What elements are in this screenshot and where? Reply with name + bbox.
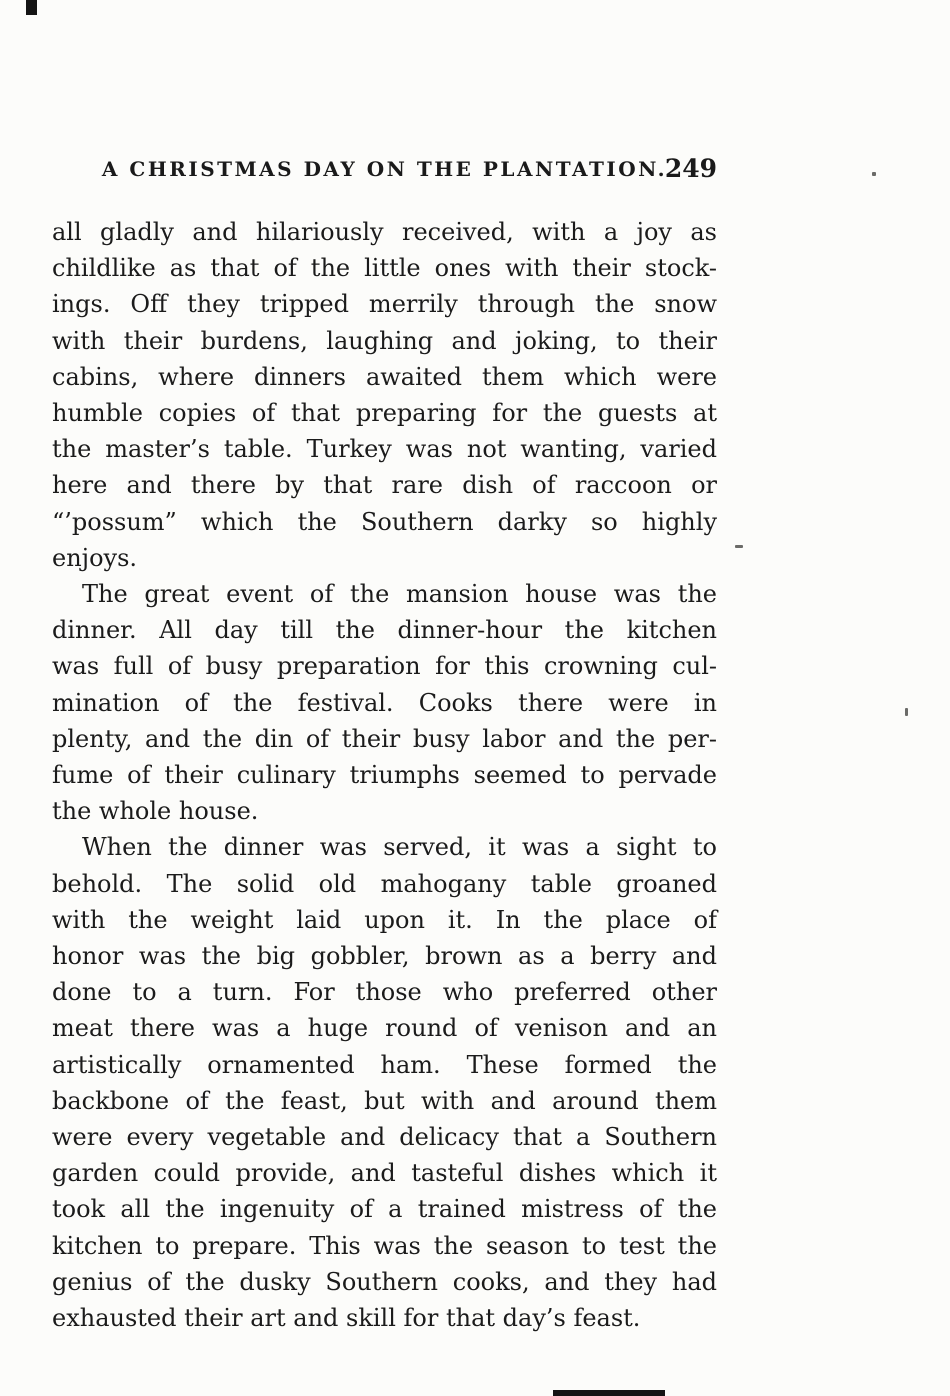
text-line: the master’s table. Turkey was not wanting, varied: [52, 435, 717, 464]
page-title: A CHRISTMAS DAY ON THE PLANTATION.: [101, 157, 668, 181]
text-line: When the dinner was served, it was a sight to: [82, 833, 717, 862]
text-line: artistically ornamented ham. These formed the: [52, 1050, 717, 1079]
text-line: enjoys.: [52, 543, 138, 572]
text-line: genius of the dusky Southern cooks, and they had: [52, 1267, 717, 1296]
page-body: [52, 214, 717, 1336]
text-line: here and there by that rare dish of raccoon or: [52, 471, 717, 500]
text-line: the whole house.: [52, 797, 259, 826]
text-line: fume of their culinary triumphs seemed to pervade: [52, 761, 717, 790]
text-line: childlike as that of the little ones with their stock-: [52, 254, 717, 283]
text-line: with their burdens, laughing and joking, to their: [52, 326, 717, 355]
text-line: done to a turn. For those who preferred other: [52, 978, 717, 1007]
text-line: kitchen to prepare. This was the season to test the: [52, 1231, 717, 1260]
scan-speck: [872, 172, 876, 176]
paragraph: [52, 214, 717, 576]
text-line: “’possum” which the Southern darky so highly: [52, 507, 717, 536]
scan-speck: [905, 708, 908, 716]
text-line: with the weight laid upon it. In the place of: [52, 905, 717, 934]
text-line: exhausted their art and skill for that day’s feast.: [52, 1304, 641, 1333]
text-line: mination of the festival. Cooks there were in: [52, 688, 717, 717]
text-line: meat there was a huge round of venison and an: [52, 1014, 717, 1043]
text-line: was full of busy preparation for this crowning cul-: [52, 652, 717, 681]
text-line: cabins, where dinners awaited them which were: [52, 362, 717, 391]
text-line: were every vegetable and delicacy that a Southern: [52, 1123, 717, 1152]
text-line: dinner. All day till the dinner-hour the kitchen: [52, 616, 717, 645]
scan-speck: [735, 545, 743, 548]
text-line: ings. Off they tripped merrily through the snow: [52, 290, 717, 319]
text-line: backbone of the feast, but with and around them: [52, 1086, 717, 1115]
text-line: plenty, and the din of their busy labor and the per-: [52, 724, 717, 753]
text-line: all gladly and hilariously received, with a joy as: [52, 218, 717, 246]
text-line: honor was the big gobbler, brown as a berry and: [52, 942, 717, 971]
page-number: 249: [664, 154, 717, 183]
paragraph: [52, 576, 717, 829]
scan-artifact-bottom-bar: [553, 1390, 665, 1396]
text-line: garden could provide, and tasteful dishes which it: [52, 1159, 717, 1188]
text-line: took all the ingenuity of a trained mistress of the: [52, 1195, 717, 1224]
text-line: humble copies of that preparing for the guests at: [52, 399, 717, 428]
text-line: behold. The solid old mahogany table groaned: [52, 869, 717, 898]
scan-artifact-top-left: [26, 0, 37, 15]
running-head: [52, 154, 717, 187]
paragraph: [52, 829, 717, 1336]
text-line: The great event of the mansion house was the: [82, 580, 717, 609]
